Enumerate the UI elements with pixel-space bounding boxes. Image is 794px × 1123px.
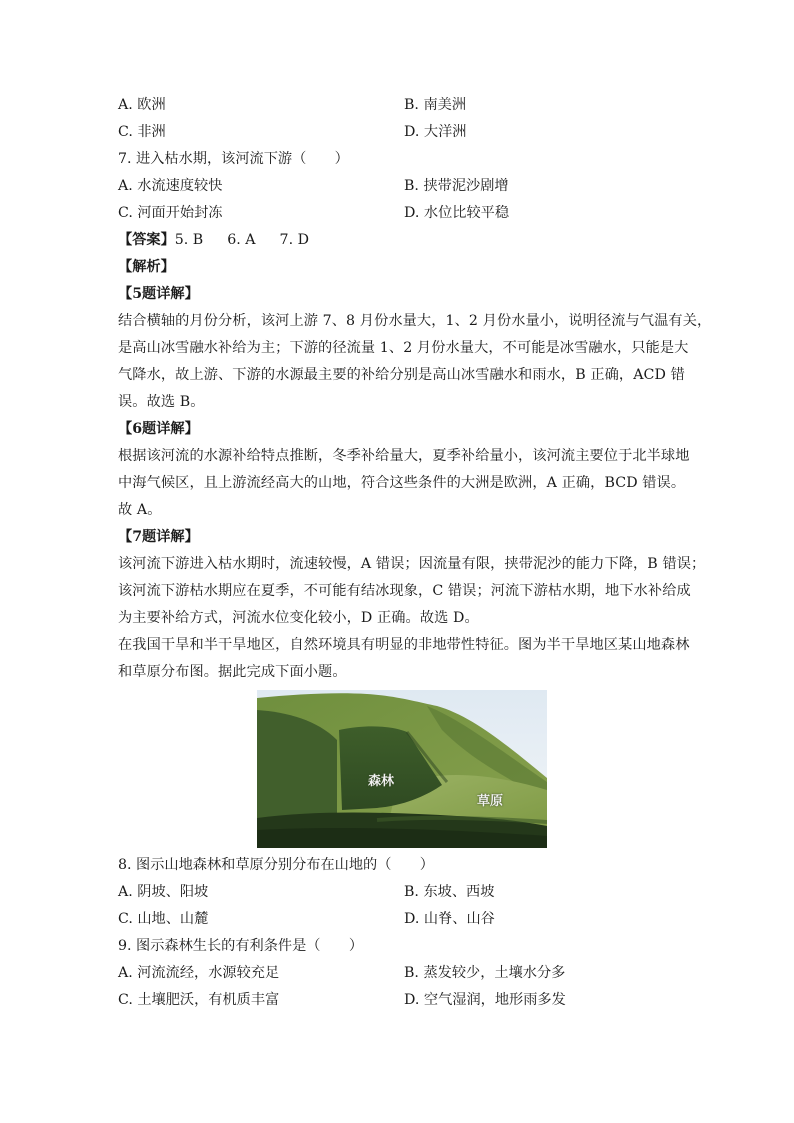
q7-detail-text: [118, 551, 706, 632]
q9-options-row-1: [118, 960, 678, 987]
answer-item: 6. A: [227, 232, 256, 248]
mountain-photo-illustration: [257, 690, 547, 848]
grassland-label: 草原: [477, 794, 504, 809]
answer-label: 【答案】: [118, 232, 175, 248]
q9-stem: 9. 图示森林生长的有利条件是（ ）: [118, 938, 364, 954]
text-line: 误。故选 B。: [118, 394, 205, 410]
q6-options-row-2: [118, 119, 678, 146]
answer-item: 5. B: [174, 232, 204, 248]
text-line: 在我国干旱和半干旱地区，自然环境具有明显的非地带性特征。图为半干旱地区某山地森林: [118, 637, 690, 653]
q6-options-row-1: [118, 92, 678, 119]
q9-option-b: B. 蒸发较少，土壤水分多: [404, 965, 566, 981]
q8-option-b: B. 东坡、西坡: [404, 884, 495, 900]
exam-page: [118, 92, 712, 1014]
text-line: 是高山冰雪融水补给为主；下游的径流量 1、2 月份水量大，不可能是冰雪融水，只能是大: [118, 340, 689, 356]
intro-text: [118, 632, 690, 686]
q5-detail-text: [118, 308, 712, 416]
q7-options-row-1: [118, 173, 678, 200]
text-line: 结合横轴的月份分析，该河上游 7、8 月份水量大，1、2 月份水量小，说明径流与气温有关，: [118, 313, 712, 329]
q6-detail-text: [118, 443, 690, 524]
q5-detail-heading: 【5题详解】: [118, 286, 199, 302]
q7-option-b: B. 挟带泥沙剧增: [404, 178, 509, 194]
answer-item: 7. D: [279, 232, 309, 248]
q7-option-c: C. 河面开始封冻: [118, 205, 223, 221]
text-line: 为主要补给方式，河流水位变化较小，D 正确。故选 D。: [118, 610, 479, 626]
q7-stem: 7. 进入枯水期，该河流下游（ ）: [118, 151, 349, 167]
text-line: 该河流下游进入枯水期时，流速较慢，A 错误；因流量有限，挟带泥沙的能力下降，B 错误；: [118, 556, 706, 572]
text-line: 故 A。: [118, 502, 162, 518]
text-line: 中海气候区，且上游流经高大的山地，符合这些条件的大洲是欧洲，A 正确，BCD 错误。: [118, 475, 686, 491]
q7-detail-heading: 【7题详解】: [118, 529, 199, 545]
q8-option-c: C. 山地、山麓: [118, 911, 209, 927]
answer-line: [118, 227, 678, 254]
q7-options-row-2: [118, 200, 678, 227]
q9-option-c: C. 土壤肥沃，有机质丰富: [118, 992, 280, 1008]
q8-stem: 8. 图示山地森林和草原分别分布在山地的（ ）: [118, 857, 434, 873]
q6-option-a: A. 欧洲: [118, 97, 166, 113]
q9-option-a: A. 河流流经，水源较充足: [118, 965, 280, 981]
q9-options-row-2: [118, 987, 678, 1014]
analysis-label: 【解析】: [118, 259, 175, 275]
mountain-forest-grassland-photo: [257, 690, 547, 848]
q8-options-row-1: [118, 879, 678, 906]
q6-option-b: B. 南美洲: [404, 97, 467, 113]
q7-option-a: A. 水流速度较快: [118, 178, 223, 194]
q8-option-d: D. 山脊、山谷: [404, 911, 495, 927]
q8-option-a: A. 阴坡、阳坡: [118, 884, 209, 900]
q7-option-d: D. 水位比较平稳: [404, 205, 510, 221]
text-line: 该河流下游枯水期应在夏季，不可能有结冰现象，C 错误；河流下游枯水期，地下水补给成: [118, 583, 691, 599]
text-line: 和草原分布图。据此完成下面小题。: [118, 664, 347, 680]
q6-detail-heading: 【6题详解】: [118, 421, 199, 437]
q6-option-c: C. 非洲: [118, 124, 166, 140]
text-line: 气降水，故上游、下游的水源最主要的补给分别是高山冰雪融水和雨水，B 正确，ACD 错: [118, 367, 685, 383]
q8-options-row-2: [118, 906, 678, 933]
q9-option-d: D. 空气湿润，地形雨多发: [404, 992, 566, 1008]
q6-option-d: D. 大洋洲: [404, 124, 467, 140]
forest-label: 森林: [368, 774, 395, 789]
text-line: 根据该河流的水源补给特点推断，冬季补给量大，夏季补给量小，该河流主要位于北半球地: [118, 448, 690, 464]
